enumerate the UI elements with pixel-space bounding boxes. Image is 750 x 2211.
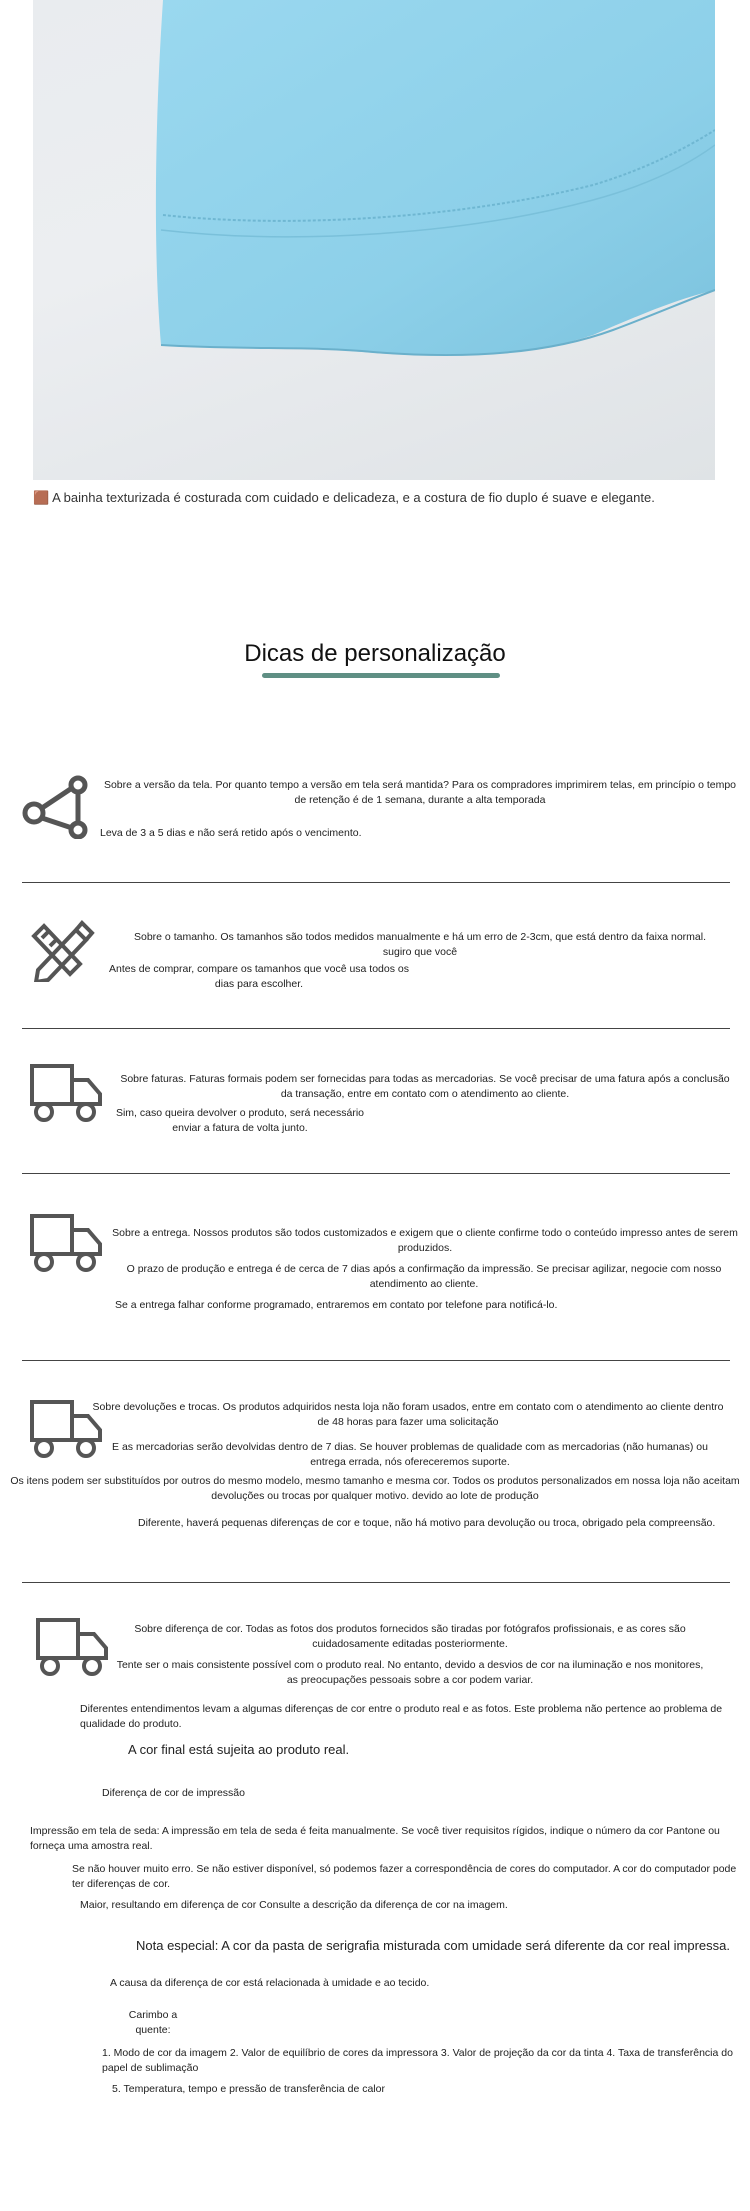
product-photo bbox=[33, 0, 715, 480]
divider bbox=[22, 1028, 730, 1029]
tip-size-detail: Antes de comprar, compare os tamanhos que você usa todos os dias para escolher. bbox=[108, 963, 409, 990]
tip-delivery-time: O prazo de produção e entrega é de cerca de 7 dias após a confirmação da impressão. Se precisar agilizar, negocie com nosso atendimento ao cliente. bbox=[126, 1263, 722, 1290]
photo-caption: 🟫 A bainha texturizada é costurada com cuidado e delicadeza, e a costura de fio duplo é suave e elegante. bbox=[33, 490, 655, 505]
tip-size: Sobre o tamanho. Os tamanhos são todos medidos manualmente e há um erro de 2-3cm, que está dentro da faixa normal. sugiro que você bbox=[134, 931, 706, 958]
tip-color-understanding: Diferentes entendimentos levam a algumas diferenças de cor entre o produto real e as fotos. Este problema não pertence ao problema de qualidade do produto. bbox=[80, 1703, 723, 1730]
print-diff-hotstamp: Carimbo a quente: bbox=[128, 2009, 178, 2036]
tip-color-final: A cor final está sujeita ao produto real. bbox=[128, 1742, 350, 1757]
tip-delivery: Sobre a entrega. Nossos produtos são todos customizados e exigem que o cliente confirme todo o conteúdo impresso antes de serem produzidos. bbox=[112, 1227, 738, 1254]
tip-returns-quality: E as mercadorias serão devolvidas dentro de 7 dias. Se houver problemas de qualidade com as mercadorias (não humanas) ou entrega errada, nós ofereceremos suporte. bbox=[112, 1441, 708, 1468]
print-diff-note: Nota especial: A cor da pasta de serigrafia misturada com umidade será diferente da cor real impressa. bbox=[136, 1938, 730, 1953]
truck-icon bbox=[28, 1210, 104, 1274]
print-diff-cause: A causa da diferença de cor está relacionada à umidade e ao tecido. bbox=[110, 1977, 430, 1989]
print-diff-silkscreen: Impressão em tela de seda: A impressão em tela de seda é feita manualmente. Se você tiver requisitos rígidos, indique o número da cor Pantone ou forneça uma amostra real. bbox=[30, 1825, 720, 1852]
tip-invoice: Sobre faturas. Faturas formais podem ser fornecidas para todas as mercadorias. Se você precisar de uma fatura após a conclusão da transação, entre em contato com o atendimento ao cliente. bbox=[120, 1073, 730, 1100]
divider bbox=[22, 882, 730, 883]
truck-icon bbox=[34, 1614, 110, 1678]
tip-color-consistency: Tente ser o mais consistente possível com o produto real. No entanto, devido a desvios de cor na iluminação e nos monitores, as preocupações pessoais sobre a cor podem variar. bbox=[116, 1659, 704, 1686]
divider bbox=[22, 1360, 730, 1361]
tip-returns-policy: Os itens podem ser substituídos por outros do mesmo modelo, mesmo tamanho e mesma cor. Todos os produtos personalizados em nossa loja não aceitam devoluções ou trocas por qualquer motivo. devido ao lote de produção bbox=[10, 1475, 740, 1502]
section-title: Dicas de personalização bbox=[244, 640, 506, 667]
tip-screen-version-detail: Leva de 3 a 5 dias e não será retido após o vencimento. bbox=[100, 827, 362, 839]
tip-returns-note: Diferente, haverá pequenas diferenças de cor e toque, não há motivo para devolução ou troca, obrigado pela compreensão. bbox=[138, 1517, 716, 1529]
title-underline bbox=[262, 673, 500, 678]
tip-delivery-fail: Se a entrega falhar conforme programado, entraremos em contato por telefone para notificá-lo. bbox=[115, 1299, 558, 1311]
tip-screen-version: Sobre a versão da tela. Por quanto tempo a versão em tela será mantida? Para os compradores imprimirem telas, em princípio o tempo de retenção é de 1 semana, durante a alta temporada bbox=[103, 779, 737, 806]
print-diff-heading: Diferença de cor de impressão bbox=[102, 1787, 245, 1799]
pencil-ruler-icon bbox=[30, 918, 106, 982]
divider bbox=[22, 1582, 730, 1583]
tip-invoice-detail: Sim, caso queira devolver o produto, será necessário enviar a fatura de volta junto. bbox=[115, 1107, 365, 1134]
tip-color: Sobre diferença de cor. Todas as fotos dos produtos fornecidos são tiradas por fotógrafos profissionais, e as cores são cuidadosamente editadas posteriormente. bbox=[134, 1623, 686, 1650]
print-diff-image: Maior, resultando em diferença de cor Consulte a descrição da diferença de cor na imagem. bbox=[80, 1899, 508, 1911]
print-diff-transfer: 5. Temperatura, tempo e pressão de transferência de calor bbox=[112, 2083, 385, 2095]
tip-returns: Sobre devoluções e trocas. Os produtos adquiridos nesta loja não foram usados, entre em contato com o atendimento ao cliente dentro de 48 horas para fazer uma solicitação bbox=[92, 1401, 724, 1428]
print-diff-computer: Se não houver muito erro. Se não estiver disponível, só podemos fazer a correspondência de cores do computador. A cor do computador pode ter diferenças de cor. bbox=[72, 1863, 737, 1890]
print-diff-factors: 1. Modo de cor da imagem 2. Valor de equilíbrio de cores da impressora 3. Valor de projeção da cor da tinta 4. Taxa de transferência do papel de sublimação bbox=[102, 2047, 733, 2074]
divider bbox=[22, 1173, 730, 1174]
tshirt-hem-photo bbox=[33, 0, 715, 480]
truck-icon bbox=[28, 1060, 104, 1124]
share-icon bbox=[20, 775, 96, 839]
